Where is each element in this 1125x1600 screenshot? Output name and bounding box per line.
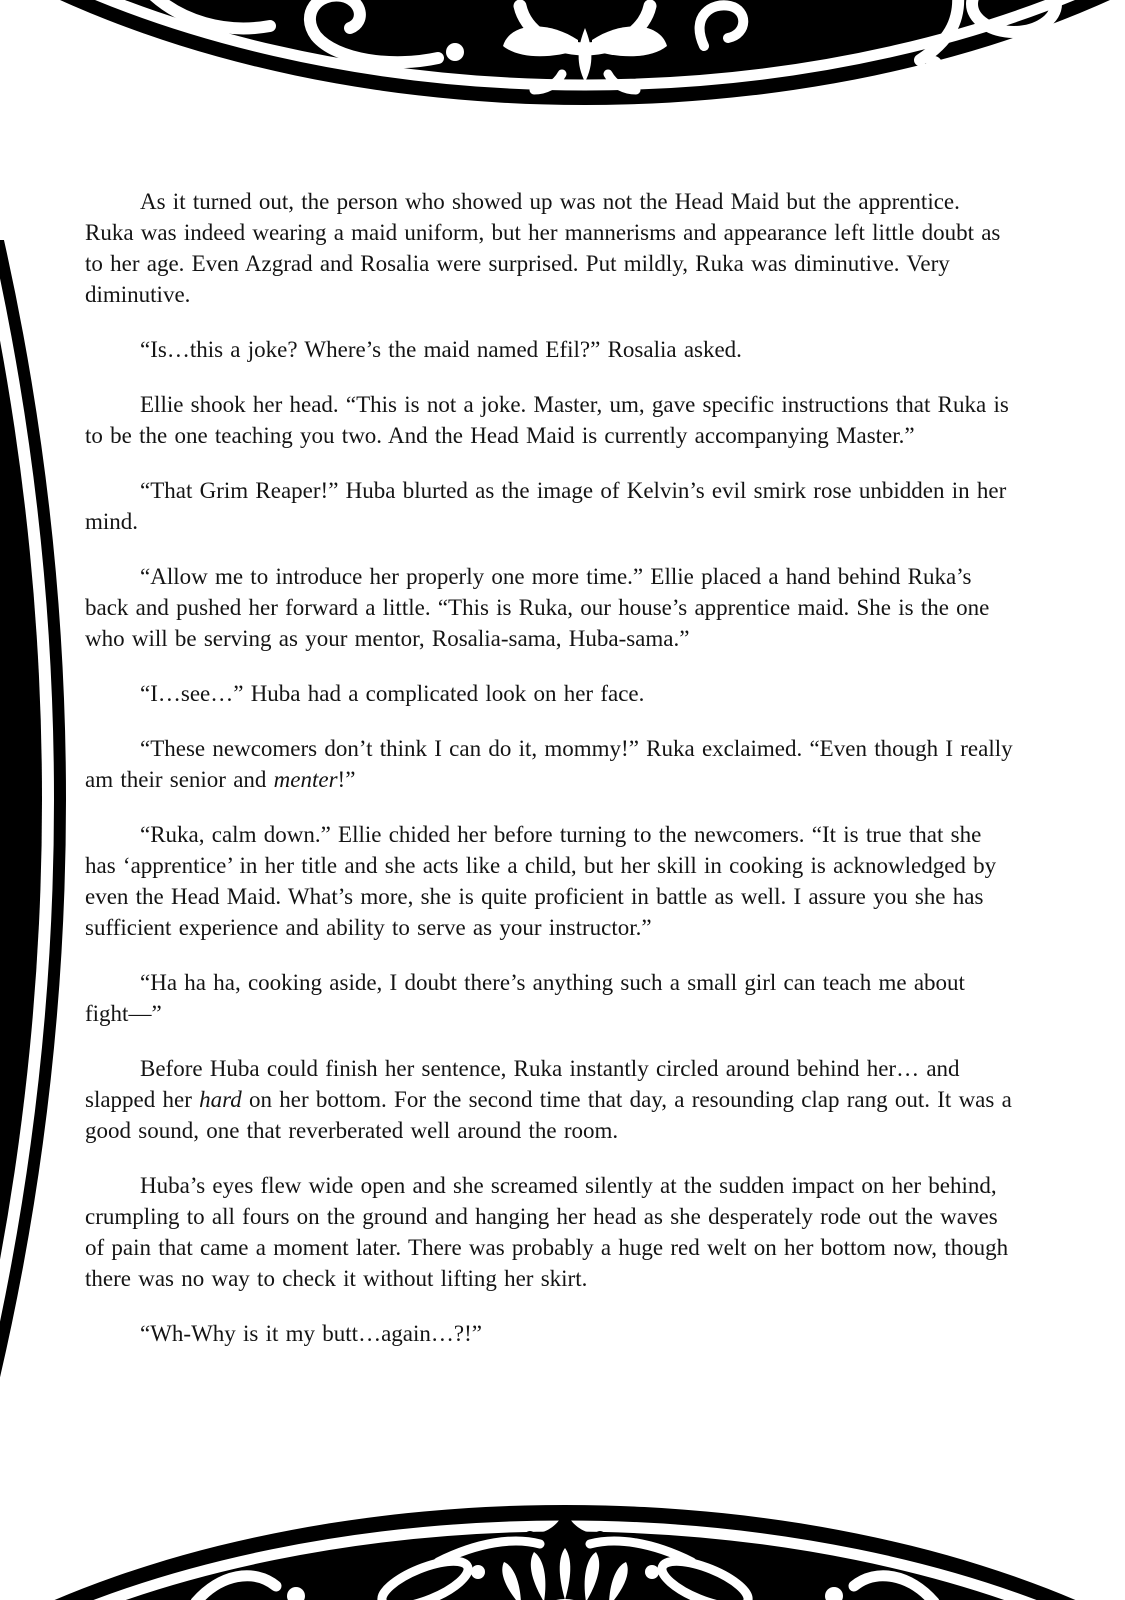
italic-text: hard [199,1087,242,1112]
paragraph: “Is…this a joke? Where’s the maid named Efil?” Rosalia asked. [140,337,742,362]
italic-text: menter [273,767,338,792]
paragraph: Ellie shook her head. “This is not a joke. Master, um, gave specific instructions that Ruka is to be the one teaching you two. And the Head Maid is currently accompanying Master.” [85,392,1009,448]
paragraph: “That Grim Reaper!” Huba blurted as the image of Kelvin’s evil smirk rose unbidden in her mind. [85,478,1007,534]
paragraph: “Wh-Why is it my butt…again…?!” [140,1321,482,1346]
left-edge-ornament [0,240,90,1380]
flourish-dot [926,56,942,72]
paragraph: “These newcomers don’t think I can do it, mommy!” Ruka exclaimed. “Even though I really am their senior and menter!” [85,736,1013,792]
paragraph: “I…see…” Huba had a complicated look on her face. [140,681,645,706]
paragraph: “Allow me to introduce her properly one more time.” Ellie placed a hand behind Ruka’s back and pushed her forward a little. “This is Ruka, our house’s apprentice maid. She is the one who will be serving as your mentor, Rosalia-sama, Huba-sama.” [85,564,990,651]
flourish-dot [446,43,464,61]
paragraph: Before Huba could finish her sentence, Ruka instantly circled around behind her… and slapped her hard on her bottom. For the second time that day, a resounding clap rang out. It was a good sound, one that reverberated well around the room. [85,1056,1012,1143]
top-medallion-ornament [0,0,1125,160]
paragraph: “Ha ha ha, cooking aside, I doubt there’s anything such a small girl can teach me about fight—” [85,970,965,1026]
paragraph: “Ruka, calm down.” Ellie chided her before turning to the newcomers. “It is true that she has ‘apprentice’ in her title and she acts like a child, but her skill in cooking is acknowledged by even the Head Maid. What’s more, she is quite proficient in battle as well. I assure you she has sufficient experience and ability to serve as your instructor.” [85,822,997,940]
page-text [85,186,1013,1373]
flourish-dot [471,1565,485,1579]
paragraph: As it turned out, the person who showed up was not the Head Maid but the apprentice. Ruka was indeed wearing a maid uniform, but her mannerisms and appearance left little doubt as to her age. Even Azgrad and Rosalia were surprised. Put mildly, Ruka was diminutive. Very diminutive. [85,189,1001,307]
paragraph: Huba’s eyes flew wide open and she screamed silently at the sudden impact on her behind, crumpling to all fours on the ground and hanging her head as she desperately rode out the waves of pain that came a moment later. There was probably a huge red welt on her bottom now, though there was no way to check it without lifting her skirt. [85,1173,1009,1291]
bottom-medallion-ornament [0,1440,1125,1600]
flourish-dot [645,1565,659,1579]
